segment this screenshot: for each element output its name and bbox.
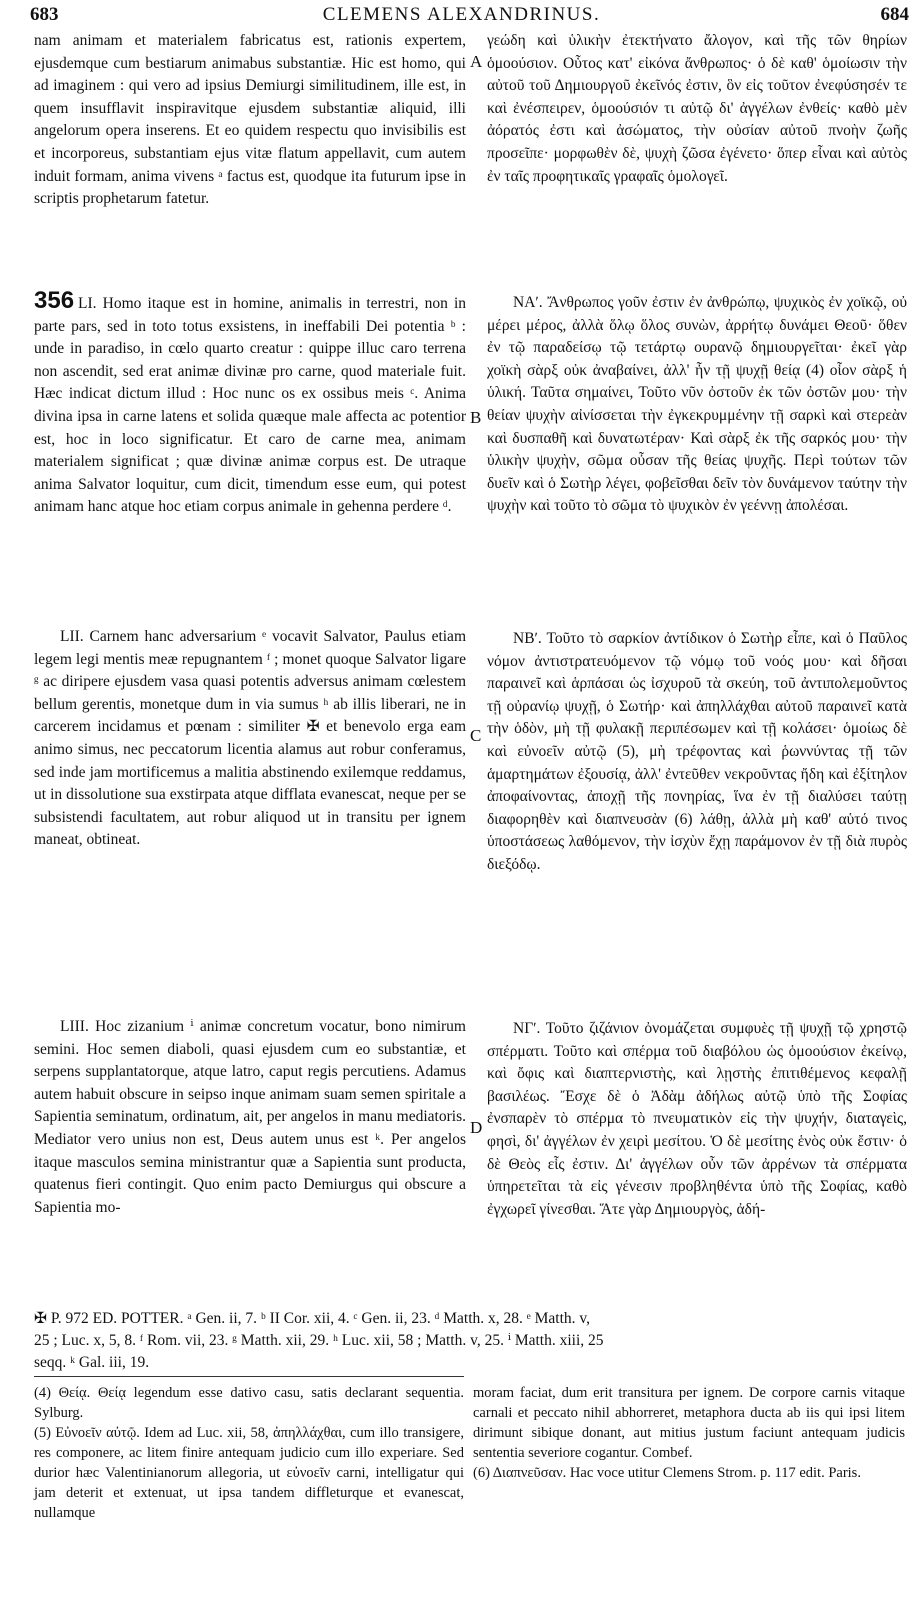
latin-section-1 [34,30,466,211]
footnotes-right [473,1383,905,1483]
left-page-number: 683 [30,4,59,25]
margin-letter-a: A [470,52,483,71]
reference-line: seqq. ᵏ Gal. iii, 19. [34,1354,150,1371]
latin-paragraph: nam animam et materialem fabricatus est, rationis expertem, ejusdemque cum bestiarum animabus substantiæ. Hic est homo, qui ad imaginem : qui vero ad ipsius Demiurgi similitudinem, ille est, in quem insufflavit inspiravitque ejusdem substantiæ aliquid, illi angelorum opera inserens. Et eo quidem respectu quo invisibilis est et incorporeus, substantiam ejus vitæ flatum appellavit, cum autem induit formam, anima vivens ᵃ factus est, quodque ita futurum ipse in scriptis prophetarum fatetur. [34,32,466,208]
reference-line: 25 ; Luc. x, 5, 8. ᶠ Rom. vii, 23. ᵍ Matth. xii, 29. ʰ Luc. xii, 58 ; Matth. v, 25. ⁱ Matth. xiii, 25 [34,1332,604,1349]
latin-paragraph: LI. Homo itaque est in homine, animalis in terrestri, non in parte pars, sed in toto totus exsistens, in ineffabili Dei potentia ᵇ : unde in paradiso, in cœlo quarto creatur : quippe illuc caro terrena non ascendit, sed erat animæ divinæ pro carne, quod materiale fuit. Hæc indicat dictum illud : Hoc nunc os ex ossibus meis ᶜ. Anima divina ipsa in carne latens et solida quæque male affecta ac potentior est, hoc in loco significatur. Et caro de carne mea, animam materialem significat ; quæ divinæ animæ corpus est. De utraque anima Salvator loquitur, cum dicit, timendum esse eum, qui potest animam hanc atque hoc etiam corpus animale in gehenna perdere ᵈ. [34,295,466,516]
margin-letter-b: B [470,408,482,427]
latin-paragraph: LIII. Hoc zizanium ⁱ animæ concretum vocatur, bono nimirum semini. Hoc semen diaboli, quasi ejusdem cum eo substantiæ, et serpens supplantatorque, atque latro, caput regis percutiens. Adamus autem habuit obscure in seipso inque animam suam semen spiritale a Sapientia seminatum, ordinatum, ait, per angelos in manu mediatoris. Mediator vero unius non est, Deus autem unus est ᵏ. Per angelos itaque masculos semina ministrantur quæ a Sapientia sunt producta, quatenus fieri contingit. Quo enim pacto Demiurgus qui obscure a Sapientia mo- [34,1018,466,1216]
footnote-4: (4) Θείᾳ. Θείᾳ legendum esse dativo casu, satis declarant sequentia. Sylburg. [34,1385,464,1421]
greek-paragraph: ΝΑʹ. Ἄνθρωπος γοῦν ἐστιν ἐν ἀνθρώπῳ, ψυχικὸς ἐν χοϊκῷ, οὐ μέρει μέρος, ἀλλὰ ὅλῳ ὅλος συνὼν, ἀρρήτῳ δυνάμει Θεοῦ· ὅθεν ἐν τῷ παραδείσῳ τῷ τετάρτῳ ουρανῷ δημιουργεῖται· ἐκεῖ γὰρ χοϊκὴ σὰρξ οὐκ ἀναβαίνει, ἀλλ' ἦν τῇ ψυχῇ θείᾳ (4) οἷον σὰρξ ἡ ὑλική. Ταῦτα σημαίνει, Τοῦτο νῦν ὀστοῦν ἐκ τῶν ὀστῶν μου· τὴν θείαν ψυχὴν αἰνίσσεται τὴν ἐγκεκρυμμένην τῇ σαρκὶ καὶ στερεὰν καὶ δυσπαθῆ καὶ δυνατωτέραν· Καὶ σὰρξ ἐκ τῆς σαρκός μου· τὴν ὑλικὴν ψυχὴν, σῶμα οὖσαν τῆς θείας ψυχῆς. Περὶ τούτων τῶν δυεῖν καὶ ὁ Σωτὴρ λέγει, φοβεῖσθαι δεῖν τὸν δυνάμενον ταύτην τὴν ψυχὴν καὶ τοῦτο τὸ σῶμα τὸ ψυχικὸν ἐν γεέννῃ ἀπολέσαι. [487,294,907,515]
greek-paragraph: ΝΓʹ. Τοῦτο ζιζάνιον ὀνομάζεται συμφυὲς τῇ ψυχῇ τῷ χρηστῷ σπέρματι. Τοῦτο καὶ σπέρμα τοῦ διαβόλου ὡς ὁμοούσιον ἐκείνῳ, καὶ ὄφις καὶ διαπτερνιστὴς, καὶ λῃστὴς ἐπιτιθέμενος κεφαλῇ βασιλέως. Ἔσχε δὲ ὁ Ἀδὰμ ἀδήλως αὐτῷ ὑπὸ τῆς Σοφίας ἐνσπαρὲν τὸ σπέρμα τὸ πνευματικὸν εἰς τὴν ψυχήν, διαταγεὶς, φησὶ, δι' ἀγγέλων ἐν χειρὶ μεσίτου. Ὁ δὲ μεσίτης ἑνὸς οὐκ ἔστιν· ὁ δὲ Θεὸς εἷς ἐστιν. Δι' ἀγγέλων οὖν τῶν ἀρρένων τὰ σπέρματα ὑπηρετεῖται τὰ εἰς γένεσιν προβληθέντα ὑπὸ τῆς Σοφίας, καθὸ ἐγχωρεῖ γίνεσθαι. Ἅτε γὰρ Δημιουργὸς, ἀδή- [487,1020,907,1218]
column-number: 356 [34,287,75,314]
footnote-5: (5) Εὐνοεῖν αὐτῷ. Idem ad Luc. xii, 58, ἀπηλλάχθαι, cum illo transigere, res componere, ac litem finire antequam judicio cum illo experiare. Sed durior hæc Valentinianorum allegoria, ut εὐνοεῖν carni, intelligatur qui jam deterit et extenuat, ut ipsa tandem diffleturque et evanescat, nullamque [34,1425,464,1521]
footnote-divider [34,1376,464,1377]
greek-paragraph: ΝΒʹ. Τοῦτο τὸ σαρκίον ἀντίδικον ὁ Σωτὴρ εἶπε, καὶ ὁ Παῦλος νόμον ἀντιστρατευόμενον τῷ νόμῳ τοῦ νοός μου· καὶ δῆσαι παραινεῖ καὶ ἁρπάσαι ὡς ἰσχυροῦ τὰ σκεύη, τοῦ ἀντιπολεμοῦντος τῇ οὐρανίῳ ψυχῇ, ὁ Σωτήρ· καὶ ἀπηλλάχθαι αὐτοῦ παραινεῖ κατὰ τὴν ὁδὸν, μὴ τῇ φυλακῇ περιπέσωμεν καὶ τῇ κολάσει· ὁμοίως δὲ καὶ εὐνοεῖν αὐτῷ (5), μὴ τρέφοντας καὶ ῥωννύντας τῇ τῶν ἁμαρτημάτων ἐξουσίᾳ, ἀλλ' ἐντεῦθεν νεκροῦντας ἤδη καὶ ἐξίτηλον ἀποφαίνοντας, ἀποχῇ τῆς πονηρίας, ἵνα ἐν τῇ διαλύσει ταύτῃ διαφορηθὲν καὶ διαπνευσὰν (6) λάθῃ, ἀλλὰ μὴ καθ' αὑτό τινος ὑποστάσεως λαθόμενον, τὴν ἰσχὺν ἔχῃ παράμονον ἐν τῇ διὰ πυρὸς διεξόδῳ. [487,630,907,873]
latin-section-51 [34,287,466,519]
footnote-5-continued: moram faciat, dum erit transitura per ignem. De corpore carnis vitaque carnali et peccato nihil abhorreret, metaphora ducta ab iis qui ipsi litem dirimunt sibique donant, aut mitius justum faciunt antequam judicis sententia severiore cogantur. Combef. [473,1385,905,1461]
latin-paragraph: LII. Carnem hanc adversarium ᵉ vocavit Salvator, Paulus etiam legem legi mentis meæ repugnantem ᶠ ; monet quoque Salvator ligare ᵍ ac diripere ejusdem vasa quasi potentis adversus animam cœlestem bellum gerentis, monetque dum in via sumus ʰ ab illis liberari, ne in carcerem incidamus et pœnam : similiter ✠ et benevolo erga eam animo simus, nec peccatorum licentia alamus aut robur conferamus, sed inde jam mortificemus a malitia abstinendo exilemque reddamus, ut in dissolutione sua exstirpata atque difflata evanescat, neque per se subsistendi facultatem, aut robur aliquod ut in transitu per ignem maneat, obtineat. [34,628,466,849]
greek-section-52 [487,628,907,877]
greek-paragraph: γεώδη καὶ ὑλικὴν ἐτεκτήνατο ἄλογον, καὶ τῆς τῶν θηρίων ὁμοούσιον. Οὗτος κατ' εἰκόνα ἄνθρωπος· ὁ δὲ καθ' ὁμοίωσιν τὴν αὐτοῦ τοῦ Δημιουργοῦ ἐκεῖνός ἐστιν, ὃν εἰς τοῦτον ἐνεφύσησέν τε καὶ ἐνέσπειρεν, ὁμοούσιόν τι αὐτῷ δι' ἀγγέλων ἐνθείς· καθὸ μὲν ἀόρατός ἐστι καὶ ἀσώματος, τὴν οὐσίαν αὐτοῦ πνοὴν ζωῆς προσεῖπε· μορφωθὲν δὲ, ψυχὴ ζῶσα ἐγένετο· ὅπερ εἶναι καὶ αὐτὸς ἐν ταῖς προφητικαῖς γραφαῖς ὁμολογεῖ. [487,32,907,185]
scripture-references [34,1308,907,1374]
greek-section-51 [487,292,907,518]
footnotes-left [34,1383,464,1523]
latin-section-53 [34,1016,466,1219]
greek-section-53 [487,1018,907,1221]
margin-letter-c: C [470,726,482,745]
reference-line: ✠ P. 972 ED. POTTER. ᵃ Gen. ii, 7. ᵇ II Cor. xii, 4. ᶜ Gen. ii, 23. ᵈ Matth. x, 28. ᵉ Matth. v, [34,1310,591,1327]
latin-section-52 [34,626,466,852]
page-header [0,0,923,30]
greek-section-1 [487,30,907,188]
right-page-number: 684 [880,4,909,25]
footnote-6: (6) Διαπνεῦσαν. Hac voce utitur Clemens Strom. p. 117 edit. Paris. [473,1465,861,1481]
margin-letter-d: D [470,1118,483,1137]
running-title: CLEMENS ALEXANDRINUS. [322,4,601,25]
